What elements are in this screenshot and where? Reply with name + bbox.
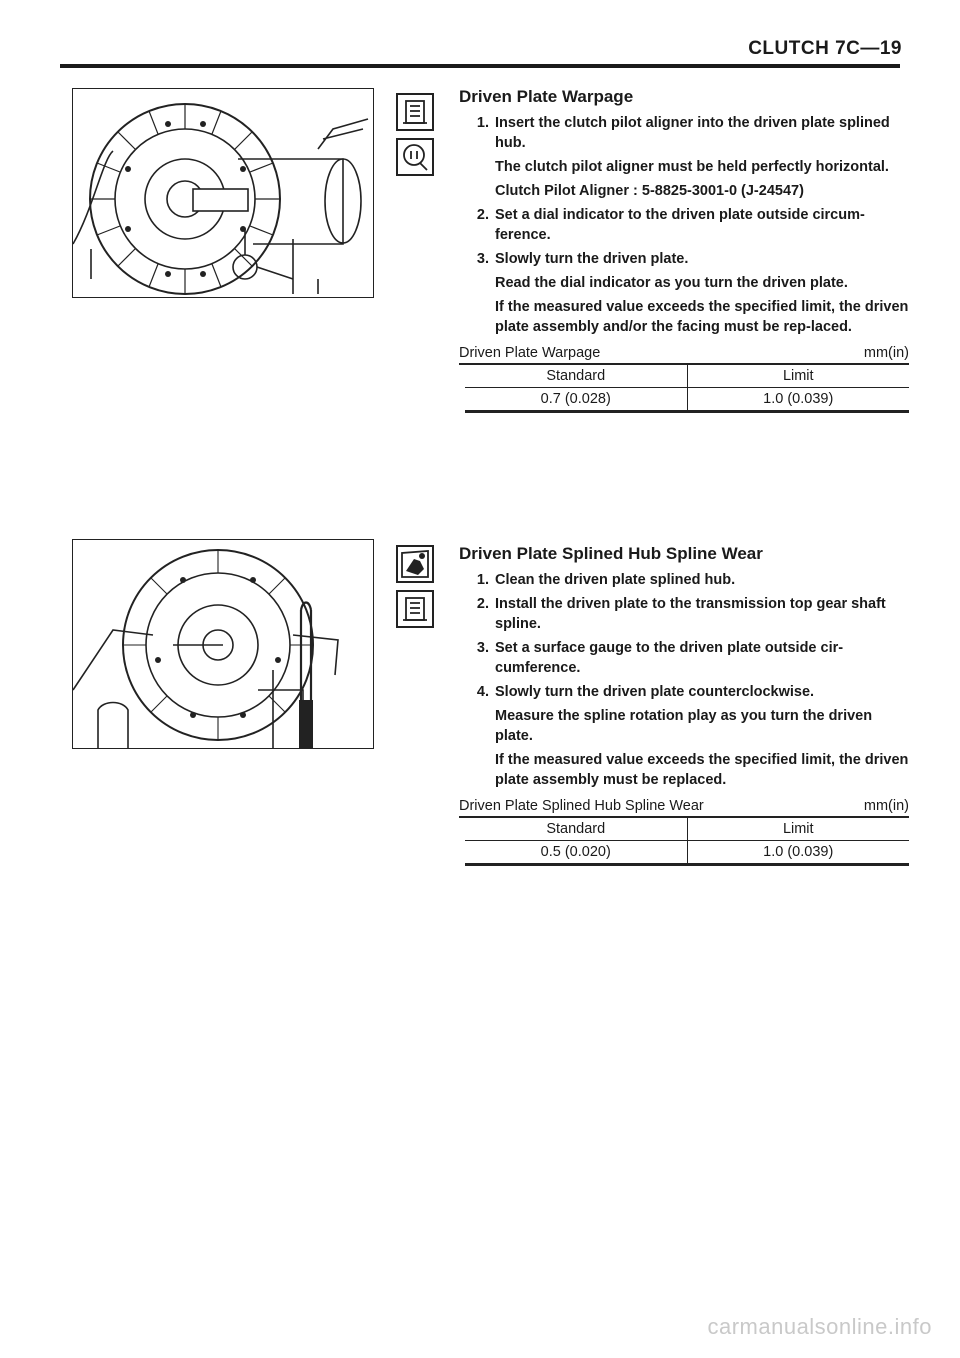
note: The clutch pilot aligner must be held perfectly horizontal. [495,159,889,175]
section-warpage [459,86,909,413]
inspect-icon [396,93,434,131]
spec-unit: mm(in) [863,345,909,361]
note: If the measured value exceeds the specified limit, the driven plate assembly must be replaced. [495,752,909,788]
step: 2. Install the driven plate to the transmission top gear shaft spline. [476,596,886,632]
col-limit: Limit [687,818,909,841]
value-limit: 1.0 (0.039) [687,840,909,864]
note: Clutch Pilot Aligner : 5-8825-3001-0 (J-24547) [495,183,804,199]
spec-table [465,818,909,866]
note: If the measured value exceeds the specified limit, the driven plate assembly and/or the facing must be rep-laced. [495,299,909,335]
clean-icon [396,545,434,583]
step: 1. Insert the clutch pilot aligner into the driven plate splined hub. [476,115,890,151]
step: 4. Slowly turn the driven plate counterclockwise. [476,684,815,700]
page-header: CLUTCH 7C—19 [748,38,902,59]
section-spline-wear [459,543,909,866]
spec-unit: mm(in) [863,798,909,814]
value-limit: 1.0 (0.039) [687,387,909,411]
watermark: carmanualsonline.info [707,1314,932,1339]
value-standard: 0.7 (0.028) [465,387,687,411]
header-rule [60,64,900,68]
spec-heading [459,343,909,363]
step: 3. Slowly turn the driven plate. [476,251,689,267]
measure-icon [396,138,434,176]
step: 3. Set a surface gauge to the driven plate outside cir-cumference. [476,640,844,676]
clutch-disc-dial-illustration [73,89,373,297]
value-standard: 0.5 (0.020) [465,840,687,864]
spec-table [465,365,909,413]
figure-surface-gauge-spline [72,539,374,749]
inspect-icon-2 [396,590,434,628]
note: Measure the spline rotation play as you turn the driven plate. [495,708,873,744]
step: 1. Clean the driven plate splined hub. [476,572,736,588]
col-standard: Standard [465,365,687,388]
spec-label: Driven Plate Warpage [459,345,601,361]
spec-heading [459,796,909,816]
section-title: Driven Plate Warpage [459,87,634,106]
spec-label: Driven Plate Splined Hub Spline Wear [459,798,704,814]
section-title: Driven Plate Splined Hub Spline Wear [459,544,763,563]
note: Read the dial indicator as you turn the driven plate. [495,275,848,291]
figure-dial-indicator-warpage [72,88,374,298]
col-standard: Standard [465,818,687,841]
clutch-disc-gauge-illustration [73,540,373,748]
step: 2. Set a dial indicator to the driven plate outside circum-ference. [476,207,865,243]
col-limit: Limit [687,365,909,388]
